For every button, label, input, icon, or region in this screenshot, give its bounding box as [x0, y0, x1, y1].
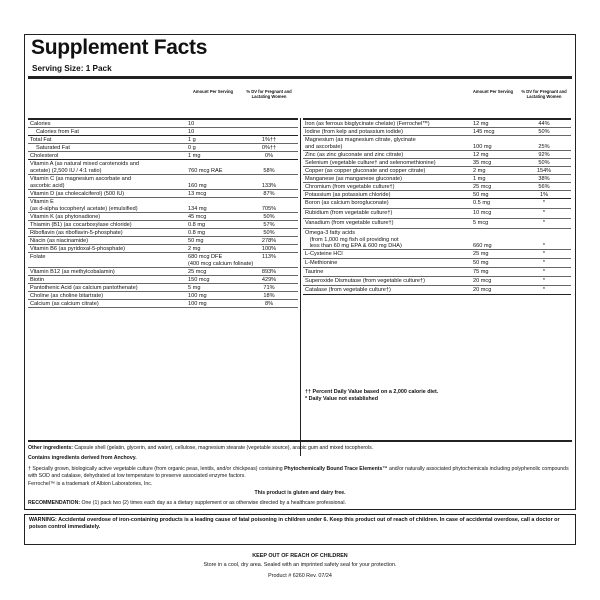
nutrient-dv: 133%	[261, 183, 277, 189]
supplement-facts-panel	[24, 34, 576, 510]
nutrient-dv: 25%	[538, 144, 550, 150]
nutrient-row	[303, 268, 571, 277]
nutrient-dv: *	[542, 243, 546, 249]
nutrient-row	[303, 183, 571, 191]
thick-divider	[28, 76, 572, 79]
nutrient-name: Vitamin E (as d-alpha tocopheryl acetate) (emulsified)	[30, 199, 138, 212]
nutrient-row	[303, 175, 571, 183]
nutrient-dv: *	[542, 287, 546, 293]
nutrient-dv: 0%	[264, 153, 274, 159]
nutrient-dv: 71%	[263, 285, 275, 291]
nutrient-name: Manganese (as manganese gluconate)	[305, 176, 403, 182]
nutrient-name: Copper (as copper gluconate and copper citrate)	[305, 168, 426, 174]
nutrient-name: Pantothenic Acid (as calcium pantothenate)	[30, 285, 138, 291]
culture-text-2: and/or naturally associated phytochemicals including polyphenolic compounds with SOD and catalase, dehydrated at low temperature to preserve associated enzyme factors.	[28, 466, 569, 479]
nutrient-row	[303, 136, 571, 151]
nutrient-dv: *	[542, 200, 546, 206]
recommendation	[28, 500, 572, 507]
nutrient-dv: 50%	[538, 160, 550, 166]
product-number: Product # 6260 Rev. 07/24	[268, 573, 332, 579]
nutrient-name: Potassium (as potassium chloride)	[305, 192, 391, 198]
nutrient-dv: 154%	[536, 168, 552, 174]
nutrient-dv: *	[542, 210, 546, 216]
nutrient-row	[303, 286, 571, 295]
nutrient-name: Saturated Fat	[36, 145, 70, 151]
nutrient-amount: 760 mcg RAE	[188, 168, 223, 174]
serving-size: Serving Size: 1 Pack	[32, 64, 112, 73]
nutrient-amount: 5 mcg	[473, 220, 489, 226]
amount-header: Amount Per Serving	[192, 89, 234, 94]
warning-box: WARNING: Accidental overdose of iron-containing products is a leading cause of fatal poisoning in children under 6. Keep this product out of reach of children. In case of accidental overdose, call a doctor or poison control immediately.	[24, 514, 576, 545]
nutrient-dv: 113%	[262, 254, 276, 260]
anchovy-note: Contains ingredients derived from Anchovy.	[28, 455, 137, 461]
nutrient-row	[28, 144, 298, 152]
nutrient-amount: 50 mg	[473, 192, 489, 198]
nutrient-dv: 58%	[263, 168, 275, 174]
right-rows	[303, 120, 571, 295]
nutrient-name: Vitamin A (as natural mixed carotenoids and acetate) (2,500 IU / 4:1 ratio)	[30, 161, 140, 174]
culture-bold: Phytochemically Bound Trace Elements™	[284, 466, 388, 472]
other-ingredients	[28, 445, 572, 452]
nutrient-amount: 20 mcg	[473, 287, 492, 293]
nutrient-row	[28, 136, 298, 144]
nutrient-amount: 2 mg	[188, 246, 201, 252]
nutrient-dv: 50%	[263, 230, 275, 236]
culture-text-1: † Specially grown, biologically active vegetable culture (from organic peas, lentils, and/or chickpeas) containing	[28, 466, 285, 472]
nutrient-row	[303, 209, 571, 219]
nutrient-amount: 50 mg	[473, 260, 489, 266]
nutrient-name: Vitamin D (as cholecalciferol) (500 IU)	[30, 191, 125, 197]
nutrient-name: Boron (as calcium borogluconate)	[305, 200, 389, 206]
nutrient-amount: 145 mcg	[473, 129, 495, 135]
nutrient-dv: 44%	[538, 121, 550, 127]
nutrient-row	[303, 250, 571, 259]
nutrient-amount: 100 mg	[188, 301, 207, 307]
nutrient-name: L-Methionine	[305, 260, 338, 266]
ferrochel-note: Ferrochel™ is a trademark of Albion Laboratories, Inc.	[28, 481, 153, 487]
nutrient-amount: 1 g	[188, 137, 196, 143]
nutrient-name: Selenium (vegetable culture† and selenomethionine)	[305, 160, 436, 166]
nutrient-row	[28, 152, 298, 160]
nutrient-amount: 50 mg	[188, 238, 204, 244]
nutrient-row	[28, 175, 298, 190]
nutrient-row	[303, 259, 571, 268]
nutrient-amount: 75 mg	[473, 269, 489, 275]
nutrient-amount: 100 mg	[188, 293, 207, 299]
recommendation-text: One (1) pack two (2) times each day as a dietary supplement or as otherwise directed by a healthcare professional.	[80, 500, 346, 506]
nutrient-amount: 25 mg	[473, 251, 489, 257]
left-rows	[28, 120, 298, 308]
nutrient-dv: *	[542, 278, 546, 284]
nutrient-amount: 25 mcg	[188, 269, 207, 275]
nutrient-dv: 57%	[263, 222, 275, 228]
gluten-note: This product is gluten and dairy free.	[254, 490, 346, 496]
nutrient-name: Niacin (as niacinamide)	[30, 238, 89, 244]
nutrient-dv: 705%	[261, 206, 277, 212]
nutrient-dv: 87%	[263, 191, 275, 197]
nutrient-dv: 50%	[263, 214, 275, 220]
nutrient-dv: 278%	[261, 238, 277, 244]
right-nutrient-column	[303, 84, 571, 402]
nutrient-name: Superoxide Dismutase (from vegetable culture†)	[305, 278, 426, 284]
nutrient-dv: 56%	[538, 184, 550, 190]
footnote-daily-value: †† Percent Daily Value based on a 2,000 calorie diet.	[305, 389, 439, 395]
culture-note	[28, 466, 572, 480]
nutrient-amount: 12 mg	[473, 152, 489, 158]
nutrient-name: Rubidium (from vegetable culture†)	[305, 210, 393, 216]
nutrient-name: Vanadium (from vegetable culture†)	[305, 220, 394, 226]
other-ingredients-label: Other ingredients:	[28, 445, 73, 451]
nutrient-name: Zinc (as zinc gluconate and zinc citrate)	[305, 152, 404, 158]
nutrient-row	[303, 229, 571, 250]
nutrient-name: Calories from Fat	[36, 129, 79, 135]
nutrient-amount: 0.8 mg	[188, 222, 206, 228]
nutrient-name: Magnesium (as magnesium citrate, glycinate and ascorbate)	[305, 137, 416, 150]
nutrient-name: Omega-3 fatty acids (from 1,000 mg fish oil providing not less than 60 mg EPA & 600 mg DHA)	[305, 230, 402, 249]
nutrient-dv: 18%	[263, 293, 275, 299]
nutrient-dv: 92%	[538, 152, 550, 158]
nutrient-amount: 134 mg	[188, 206, 207, 212]
nutrient-dv: *	[542, 251, 546, 257]
nutrient-row	[303, 219, 571, 229]
nutrient-row	[303, 277, 571, 286]
nutrient-row	[28, 292, 298, 300]
footnote-not-established: * Daily Value not established	[305, 396, 379, 402]
nutrient-row	[28, 237, 298, 245]
nutrient-name: Catalase (from vegetable culture†)	[305, 287, 391, 293]
nutrient-row	[303, 167, 571, 175]
dv-header-right: % DV for Pregnant and Lactating Women	[521, 89, 567, 99]
nutrient-amount: 160 mg	[188, 183, 207, 189]
nutrient-row	[303, 199, 571, 209]
nutrient-name: Biotin	[30, 277, 44, 283]
nutrient-row	[28, 160, 298, 175]
nutrient-amount: 2 mg	[473, 168, 486, 174]
nutrient-name: Choline (as choline bitartrate)	[30, 293, 104, 299]
nutrient-row	[28, 300, 298, 308]
nutrient-row	[28, 198, 298, 213]
nutrient-row	[303, 191, 571, 199]
nutrient-amount: 5 mg	[188, 285, 201, 291]
nutrient-row	[28, 229, 298, 237]
left-nutrient-column	[28, 84, 298, 308]
nutrient-amount: 150 mcg	[188, 277, 210, 283]
nutrient-amount: 13 mcg	[188, 191, 207, 197]
nutrient-amount: 45 mcg	[188, 214, 207, 220]
amount-header-right: Amount Per Serving	[472, 89, 514, 94]
other-ingredients-text: Capsule shell (gelatin, glycerin, and water), cellulose, magnesium stearate (vegetable source), arabic gum and mixed tocopherols.	[72, 445, 374, 451]
nutrient-amount: 25 mcg	[473, 184, 492, 190]
nutrient-dv: 50%	[538, 129, 550, 135]
nutrient-row	[28, 268, 298, 276]
nutrient-name: Vitamin K (as phytonadione)	[30, 214, 101, 220]
column-divider	[300, 118, 301, 456]
nutrient-amount: 100 mg	[473, 144, 492, 150]
nutrient-amount: 1 mg	[473, 176, 486, 182]
nutrient-dv: 8%	[264, 301, 274, 307]
panel-title: Supplement Facts	[31, 36, 208, 59]
nutrient-amount: 20 mcg	[473, 278, 492, 284]
nutrient-dv: 893%	[261, 269, 277, 275]
nutrient-name: Cholesterol	[30, 153, 59, 159]
recommendation-label: RECOMMENDATION:	[28, 500, 81, 506]
nutrient-name: L-Cysteine HCl	[305, 251, 343, 257]
nutrient-name: Vitamin B12 (as methylcobalamin)	[30, 269, 115, 275]
nutrient-name: Chromium (from vegetable culture†)	[305, 184, 395, 190]
nutrient-row	[28, 213, 298, 221]
nutrient-row	[303, 151, 571, 159]
keep-out-notice: KEEP OUT OF REACH OF CHILDREN	[252, 553, 348, 559]
nutrient-row	[28, 190, 298, 198]
divider-bottom	[28, 440, 572, 442]
nutrient-name: Vitamin B6 (as pyridoxal-5-phosphate)	[30, 246, 126, 252]
nutrient-row	[303, 120, 571, 128]
nutrient-dv: 1%††	[261, 137, 277, 143]
nutrient-amount: 10	[188, 129, 195, 135]
nutrient-dv: *	[542, 260, 546, 266]
nutrient-dv: 100%	[261, 246, 277, 252]
nutrient-row	[28, 245, 298, 253]
nutrient-amount: 10 mcg	[473, 210, 492, 216]
nutrient-row	[28, 221, 298, 229]
nutrient-dv: 0%††	[261, 145, 277, 151]
nutrient-dv: *	[542, 220, 546, 226]
nutrient-dv: 38%	[538, 176, 550, 182]
nutrient-amount: 680 mcg DFE (400 mcg calcium folinate)	[188, 254, 254, 267]
nutrient-amount: 1 mg	[188, 153, 201, 159]
dv-header: % DV for Pregnant and Lactating Women	[246, 89, 292, 99]
storage-note: Store in a cool, dry area. Sealed with an imprinted safety seal for your protection.	[203, 562, 397, 568]
nutrient-name: Folate	[30, 254, 46, 260]
nutrient-dv: 429%	[261, 277, 277, 283]
nutrient-row	[303, 128, 571, 136]
nutrient-name: Thiamin (B1) (as cocarboxylase chloride)	[30, 222, 132, 228]
left-column-header	[28, 84, 298, 120]
nutrient-name: Total Fat	[30, 137, 52, 143]
nutrient-name: Calcium (as calcium citrate)	[30, 301, 99, 307]
nutrient-row	[28, 284, 298, 292]
nutrient-dv: 1%	[539, 192, 549, 198]
nutrient-row	[303, 159, 571, 167]
right-column-header	[303, 84, 571, 120]
nutrient-amount: 0.8 mg	[188, 230, 206, 236]
nutrient-row	[28, 128, 298, 136]
nutrient-amount: 35 mcg	[473, 160, 492, 166]
nutrient-amount: 10	[188, 121, 195, 127]
nutrient-name: Iron (as ferrous bisglycinate chelate) (Ferrochel™)	[305, 121, 430, 127]
nutrient-name: Iodine (from kelp and potassium iodide)	[305, 129, 403, 135]
nutrient-row	[28, 253, 298, 268]
nutrient-amount: 660 mg	[473, 243, 492, 249]
nutrient-name: Taurine	[305, 269, 324, 275]
nutrient-amount: 12 mg	[473, 121, 489, 127]
nutrient-row	[28, 120, 298, 128]
nutrient-amount: 0 g	[188, 145, 196, 151]
nutrient-amount: 0.5 mg	[473, 200, 491, 206]
nutrient-name: Calories	[30, 121, 51, 127]
nutrient-name: Vitamin C (as magnesium ascorbate and ascorbic acid)	[30, 176, 131, 189]
nutrient-row	[28, 276, 298, 284]
nutrient-dv: *	[542, 269, 546, 275]
nutrient-name: Riboflavin (as riboflavin-5-phosphate)	[30, 230, 123, 236]
